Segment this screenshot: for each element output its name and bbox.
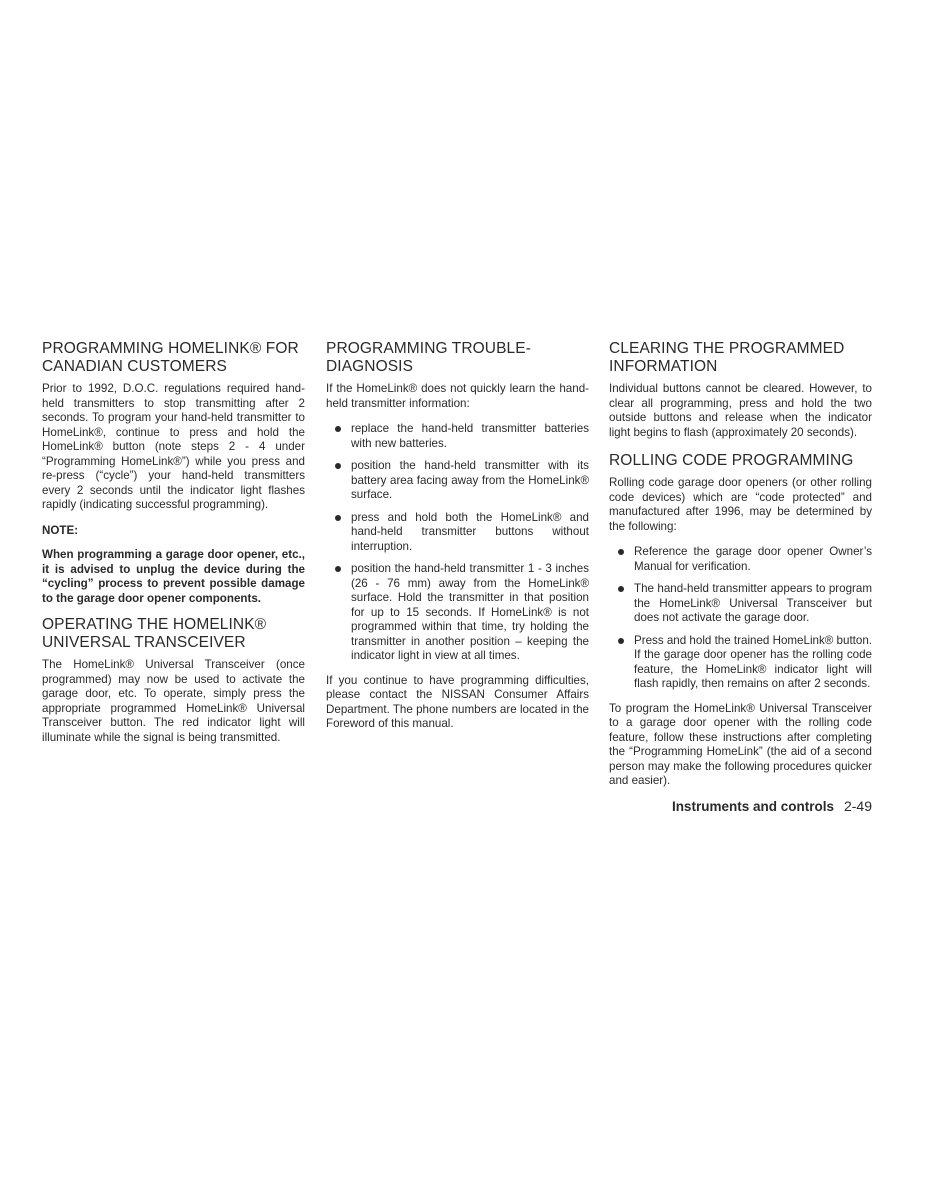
page-number: 2-49 xyxy=(843,798,872,814)
bullet-icon xyxy=(335,566,341,572)
bullet-icon xyxy=(618,549,624,555)
note-text: When programming a garage door opener, etc., it is advised to unplug the device during the “cycling” process to prevent possible damage to the garage door opener components. xyxy=(42,548,305,605)
heading-rolling-code: ROLLING CODE PROGRAMMING xyxy=(609,452,854,469)
heading-trouble-diagnosis: PROGRAMMING TROUBLE-DIAGNOSIS xyxy=(326,340,531,375)
paragraph-operating: The HomeLink® Universal Transceiver (once programmed) may now be used to activate the garage door, etc. To operate, simply press the appropriate programmed HomeLink® Universal Transceiver button. The red indicator light will illuminate while the signal is being transmitted. xyxy=(42,658,305,744)
rolling-bullet-list xyxy=(609,545,872,692)
heading-canadian-customers: PROGRAMMING HOMELINK® FOR CANADIAN CUSTOMERS xyxy=(42,340,299,375)
bullet-icon xyxy=(335,426,341,432)
paragraph-trouble-intro: If the HomeLink® does not quickly learn the hand-held transmitter information: xyxy=(326,382,589,410)
footer-section-title: Instruments and controls xyxy=(671,799,834,814)
list-item: Reference the garage door opener Owner’s Manual for verification. xyxy=(609,545,872,574)
heading-clearing: CLEARING THE PROGRAMMED INFORMATION xyxy=(609,340,845,375)
bullet-icon xyxy=(618,638,624,644)
list-item: replace the hand-held transmitter batteries with new batteries. xyxy=(326,422,589,451)
column-1 xyxy=(42,340,305,756)
bullet-icon xyxy=(335,463,341,469)
paragraph-contact: If you continue to have programming difficulties, please contact the NISSAN Consumer Affairs Department. The phone numbers are located in the Foreword of this manual. xyxy=(326,673,589,730)
note-label: NOTE: xyxy=(42,523,79,537)
trouble-bullet-list xyxy=(326,422,589,664)
bullet-icon xyxy=(335,515,341,521)
bullet-icon xyxy=(618,586,624,592)
column-2 xyxy=(326,340,589,743)
list-item: Press and hold the trained HomeLink® button. If the garage door opener has the rolling code feature, the HomeLink® indicator light will flash rapidly, then remains on after 2 seconds. xyxy=(609,634,872,692)
list-item: position the hand-held transmitter with its battery area facing away from the HomeLink® surface. xyxy=(326,459,589,503)
list-item: press and hold both the HomeLink® and hand-held transmitter buttons without interruption. xyxy=(326,511,589,555)
list-item: The hand-held transmitter appears to program the HomeLink® Universal Transceiver but does not activate the garage door. xyxy=(609,582,872,626)
paragraph-clearing: Individual buttons cannot be cleared. However, to clear all programming, press and hold the two outside buttons and release when the indicator light begins to flash (approximately 20 seconds). xyxy=(609,382,872,439)
list-item: position the hand-held transmitter 1 - 3 inches (26 - 76 mm) away from the HomeLink® surface. Hold the transmitter in that position for up to 15 seconds. If HomeLink® is not programmed within that time, try holding the transmitter in another position – keeping the indicator light in view at all times. xyxy=(326,562,589,664)
paragraph-canadian-intro: Prior to 1992, D.O.C. regulations required hand-held transmitters to stop transmitting after 2 seconds. To program your hand-held transmitter to HomeLink®, continue to press and hold the HomeLink® button (note steps 2 - 4 under “Programming HomeLink®”) while you press and re-press (“cycle”) your hand-held transmitters every 2 seconds until the indicator light flashes rapidly (indicating successful programming). xyxy=(42,382,305,511)
heading-operating-homelink: OPERATING THE HOMELINK® UNIVERSAL TRANSCEIVER xyxy=(42,616,267,651)
page-footer xyxy=(609,798,872,814)
paragraph-rolling-intro: Rolling code garage door openers (or other rolling code devices) which are “code protected” and manufactured after 1996, may be determined by the following: xyxy=(609,476,872,533)
column-3 xyxy=(609,340,872,800)
paragraph-rolling-instructions: To program the HomeLink® Universal Transceiver to a garage door opener with the rolling code feature, follow these instructions after completing the “Programming HomeLink” (the aid of a second person may make the following procedures quicker and easier). xyxy=(609,701,872,787)
